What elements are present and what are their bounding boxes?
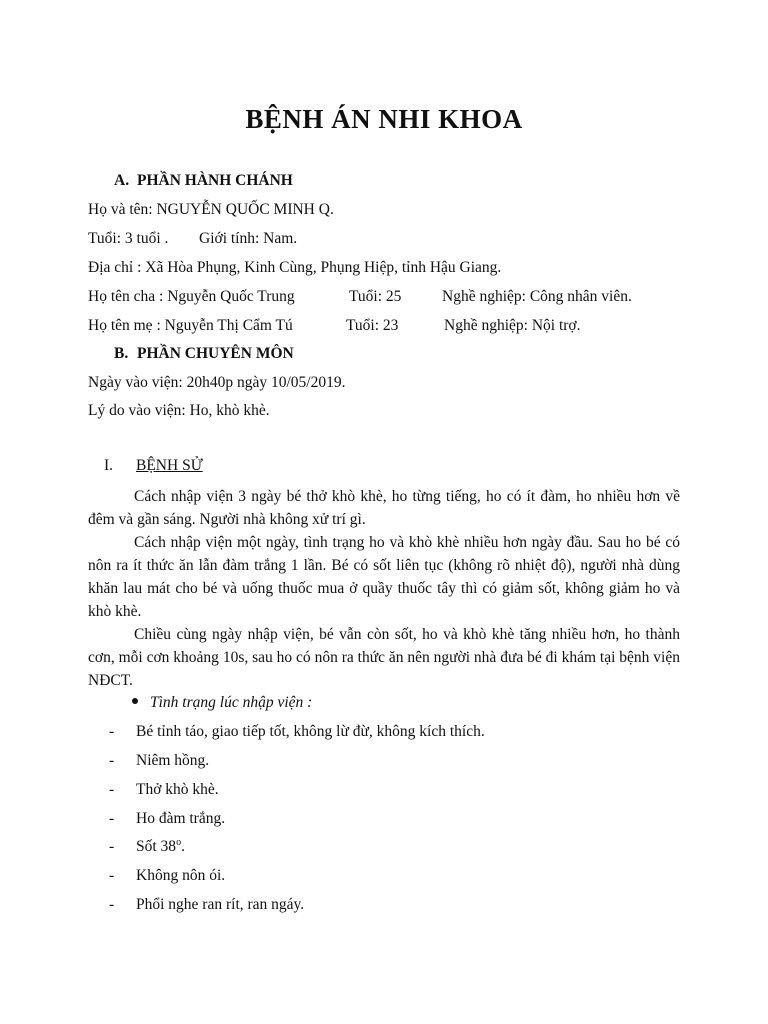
dash-marker: - [109, 896, 115, 913]
history-paragraph: Cách nhập viện một ngày, tình trạng ho và khò khè nhiều hơn ngày đầu. Sau ho bé có nôn ra ít thức ăn lẫn đàm trắng 1 lần. Bé có sốt liên tục (không rõ nhiệt độ), người nhà dùng khăn lau mát cho bé và uống thuốc mua ở quầy thuốc tây thì có giảm sốt, không giảm ho và khò khè. [88, 534, 680, 620]
section-b-heading: PHẦN CHUYÊN MÔN [137, 345, 294, 362]
status-item: Bé tỉnh táo, giao tiếp tốt, không lừ đừ, không kích thích. [136, 723, 485, 740]
history-number: I. [104, 457, 114, 474]
status-item: Không nôn ói. [136, 867, 226, 884]
admission-reason: Lý do vào viện: Ho, khò khè. [88, 402, 270, 419]
fever-period: . [181, 838, 185, 855]
status-item: Niêm hồng. [136, 752, 210, 769]
dash-marker: - [109, 838, 115, 855]
patient-name: Họ và tên: NGUYỄN QUỐC MINH Q. [88, 201, 334, 218]
history-paragraph: Chiều cùng ngày nhập viện, bé vẫn còn sốt, ho và khò khè tăng nhiều hơn, ho thành cơn, mỗi cơn khoảng 10s, sau ho có nôn ra thức ăn nên người nhà đưa bé đi khám tại bệnh viện NĐCT. [88, 626, 680, 689]
patient-age: Tuổi: 3 tuổi . [88, 230, 169, 247]
mother-occupation: Nghề nghiệp: Nội trợ. [444, 317, 581, 334]
section-a-label: A. [114, 172, 130, 189]
bullet-icon [132, 698, 138, 704]
status-item: Phổi nghe ran rít, ran ngáy. [136, 896, 305, 913]
status-item-fever [136, 837, 185, 856]
patient-address: Địa chỉ : Xã Hòa Phụng, Kinh Cùng, Phụng Hiệp, tỉnh Hậu Giang. [88, 259, 502, 276]
history-heading: BỆNH SỬ [136, 457, 203, 474]
history-paragraph: Cách nhập viện 3 ngày bé thở khò khè, ho từng tiếng, ho có ít đàm, ho nhiều hơn về đêm và gần sáng. Người nhà không xử trí gì. [88, 488, 680, 528]
degree-symbol: o [176, 836, 182, 848]
section-b-label: B. [114, 345, 129, 362]
dash-marker: - [109, 752, 115, 769]
dash-marker: - [109, 723, 115, 740]
dash-marker: - [109, 781, 115, 798]
dash-marker: - [109, 810, 115, 827]
status-item: Ho đàm trắng. [136, 810, 226, 827]
father-occupation: Nghề nghiệp: Công nhân viên. [442, 288, 632, 305]
admission-date: Ngày vào viện: 20h40p ngày 10/05/2019. [88, 374, 346, 391]
mother-age: Tuổi: 23 [346, 317, 399, 334]
father-age: Tuổi: 25 [349, 288, 402, 305]
admission-status-label: Tình trạng lúc nhập viện : [150, 694, 313, 711]
status-item: Thở khò khè. [136, 781, 219, 798]
patient-gender: Giới tính: Nam. [199, 230, 298, 247]
admission-status-bullet [132, 693, 312, 712]
father-name: Họ tên cha : Nguyễn Quốc Trung [88, 288, 295, 305]
mother-name: Họ tên mẹ : Nguyễn Thị Cẩm Tú [88, 317, 293, 334]
dash-marker: - [109, 867, 115, 884]
document-title: BỆNH ÁN NHI KHOA [245, 104, 523, 134]
fever-text: Sốt 38 [136, 838, 177, 855]
section-a-heading: PHẦN HÀNH CHÁNH [137, 172, 293, 189]
